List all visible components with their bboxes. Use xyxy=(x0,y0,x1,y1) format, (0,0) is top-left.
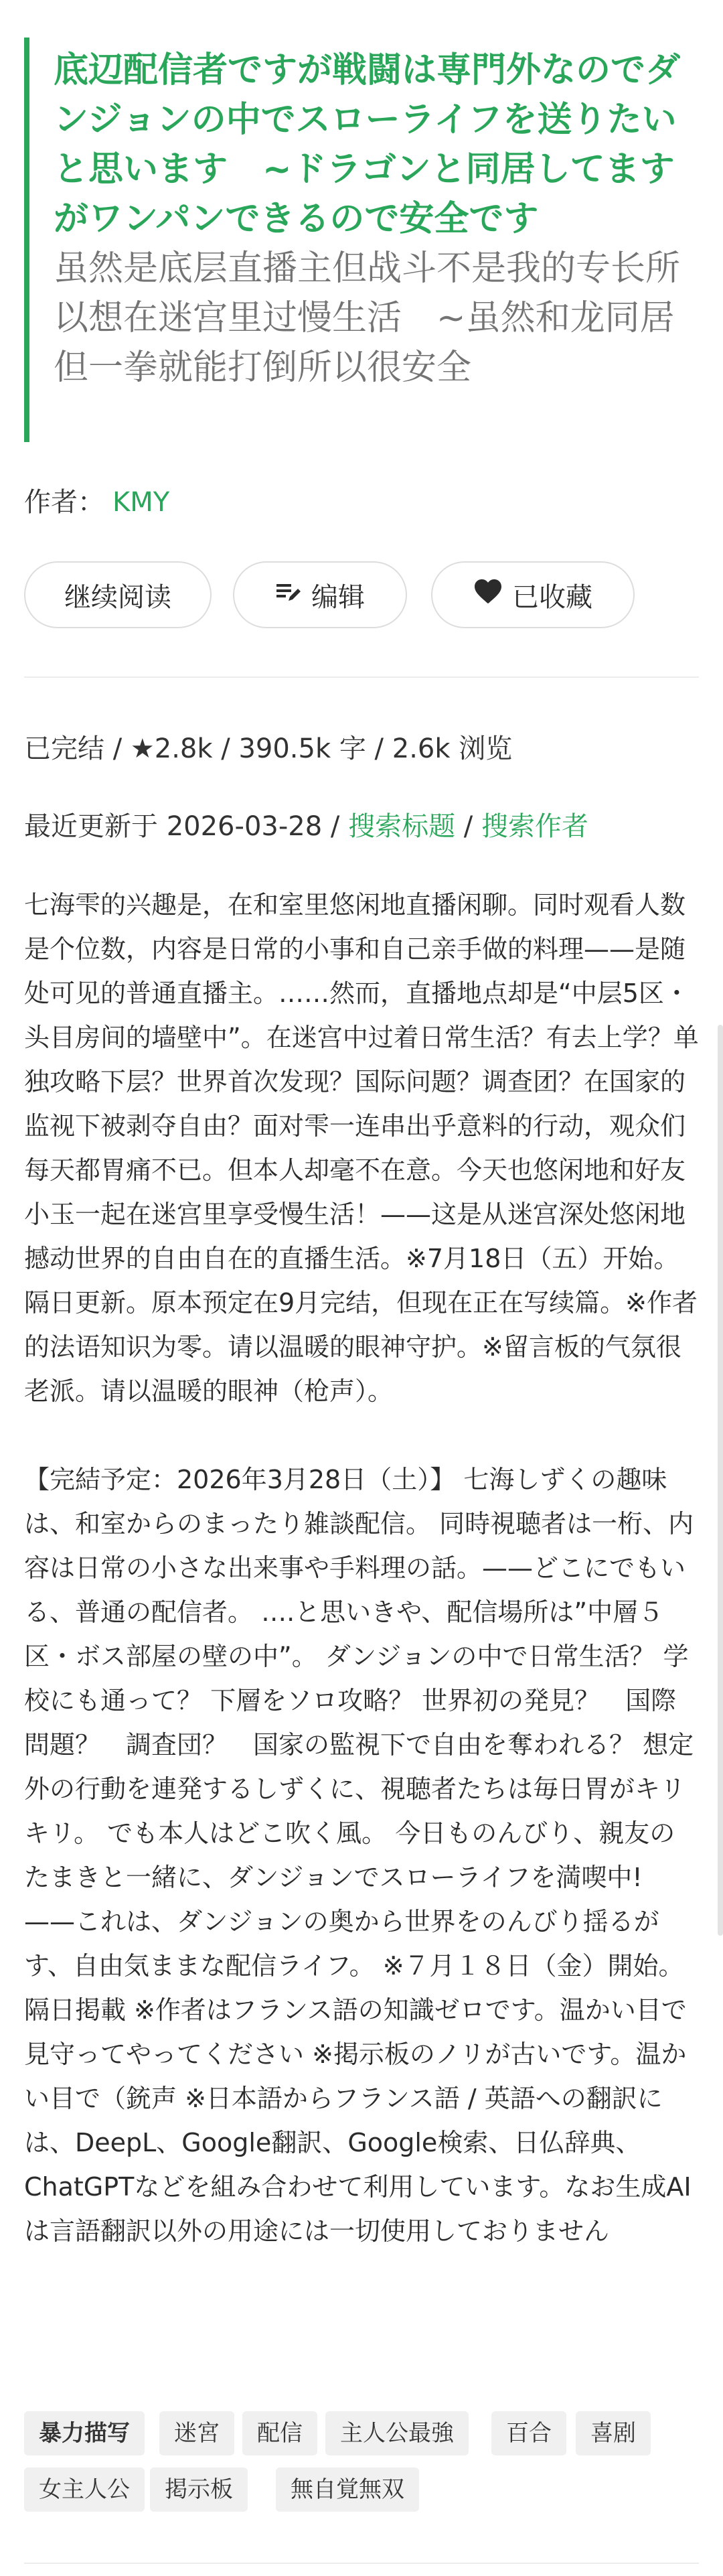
update-row xyxy=(24,808,588,845)
heart-icon xyxy=(473,578,512,612)
tag-chip[interactable]: 女主人公 xyxy=(24,2467,145,2512)
divider xyxy=(24,676,699,678)
title-chinese: 虽然是底层直播主但战斗不是我的专长所以想在迷宫里过慢生活 ~虽然和龙同居但一拳就能打倒所以很安全 xyxy=(54,248,681,388)
synopsis xyxy=(24,883,699,2253)
synopsis-chinese: 七海雫的兴趣是，在和室里悠闲地直播闲聊。同时观看人数是个位数，内容是日常的小事和自己亲手做的料理——是随处可见的普通直播主。……然而，直播地点却是“中层5区・头目房间的墙壁中”。在迷宫中过着日常生活？有去上学？单独攻略下层？世界首次发现？国际问题？调查团？在国家的监视下被剥夺自由？面对雫一连串出乎意料的行动，观众们每天都胃痛不已。但本人却毫不在意。今天也悠闲地和好友小玉一起在迷宫里享受慢生活！——这是从迷宫深处悠闲地撼动世界的自由自在的直播生活。※7月18日（五）开始。隔日更新。原本预定在9月完结，但现在正在写续篇。※作者的法语知识为零。请以温暖的眼神守护。※留言板的气氛很老派。请以温暖的眼神（枪声）。 xyxy=(24,890,699,1406)
tag-chip[interactable]: 暴力描写 xyxy=(24,2411,145,2455)
author-label: 作者： xyxy=(24,487,104,518)
paragraph-gap xyxy=(24,1413,699,1457)
title-block xyxy=(24,38,699,442)
work-stats: 已完结 / ★2.8k / 390.5k 字 / 2.6k 浏览 xyxy=(24,733,513,764)
updated-date: 最近更新于 2026-03-28 / xyxy=(24,811,349,842)
link-separator: / xyxy=(455,811,481,842)
author-row xyxy=(24,484,169,521)
continue-reading-label: 继续阅读 xyxy=(64,581,171,613)
tag-chip[interactable]: 百合 xyxy=(491,2411,566,2455)
tag-chip[interactable]: 掲示板 xyxy=(150,2467,248,2512)
tag-chip[interactable]: 主人公最強 xyxy=(325,2411,469,2455)
divider xyxy=(24,2563,699,2564)
synopsis-japanese: 【完結予定：2026年3月28日（土）】 七海しずくの趣味は、和室からのまったり雑談配信。 同時視聴者は一桁、内容は日常の小さな出来事や手料理の話。——どこにでもいる、普通の配信者。 ….と思いきや、配信場所は”中層５区・ボス部屋の壁の中”。 ダンジョンの中で日常生活？ 学校にも通って？ 下層をソロ攻略？ 世界初の発見？ 国際問題？ 調査団？ 国家の監視下で自由を奪われる？ 想定外の行動を連発するしずくに、視聴者たちは毎日胃がキリキリ。 でも本人はどこ吹く風。 今日ものんびり、親友のたまきと一緒に、ダンジョンでスローライフを満喫中! ——これは、ダンジョンの奥から世界をのんびり揺るがす、自由気ままな配信ライフ。 ※７月１８日（金）開始。隔日掲載 ※作者はフランス語の知識ゼロです。温かい目で見守ってやってください ※掲示板のノリが古いです。温かい目で（銃声 ※日本語からフランス語 / 英語への翻訳には、DeepL、Google翻訳、Google検索、日仏辞典、ChatGPTなどを組み合わせて利用しています。なお生成AIは言語翻訳以外の用途には一切使用しておりません xyxy=(24,1465,694,2246)
search-author-link[interactable]: 搜索作者 xyxy=(481,811,588,842)
edit-button[interactable] xyxy=(233,561,407,628)
tag-chip[interactable]: 無自覚無双 xyxy=(276,2467,419,2512)
edit-label: 编辑 xyxy=(311,581,365,613)
edit-icon xyxy=(275,579,311,610)
title-japanese: 底辺配信者ですが戦闘は専門外なのでダンジョンの中でスローライフを送りたいと思います ~ドラゴンと同居してますがワンパンできるので安全です xyxy=(54,50,681,239)
tag-chip[interactable]: 喜剧 xyxy=(576,2411,651,2455)
favorite-label: 已收藏 xyxy=(512,581,592,613)
author-link[interactable]: KMY xyxy=(112,487,170,518)
scrollbar[interactable] xyxy=(718,1025,723,1936)
tag-chip[interactable]: 配信 xyxy=(242,2411,317,2455)
favorite-button[interactable] xyxy=(431,561,635,628)
continue-reading-button[interactable] xyxy=(24,561,212,628)
tag-chip[interactable]: 迷宮 xyxy=(159,2411,234,2455)
search-title-link[interactable]: 搜索标题 xyxy=(348,811,456,842)
